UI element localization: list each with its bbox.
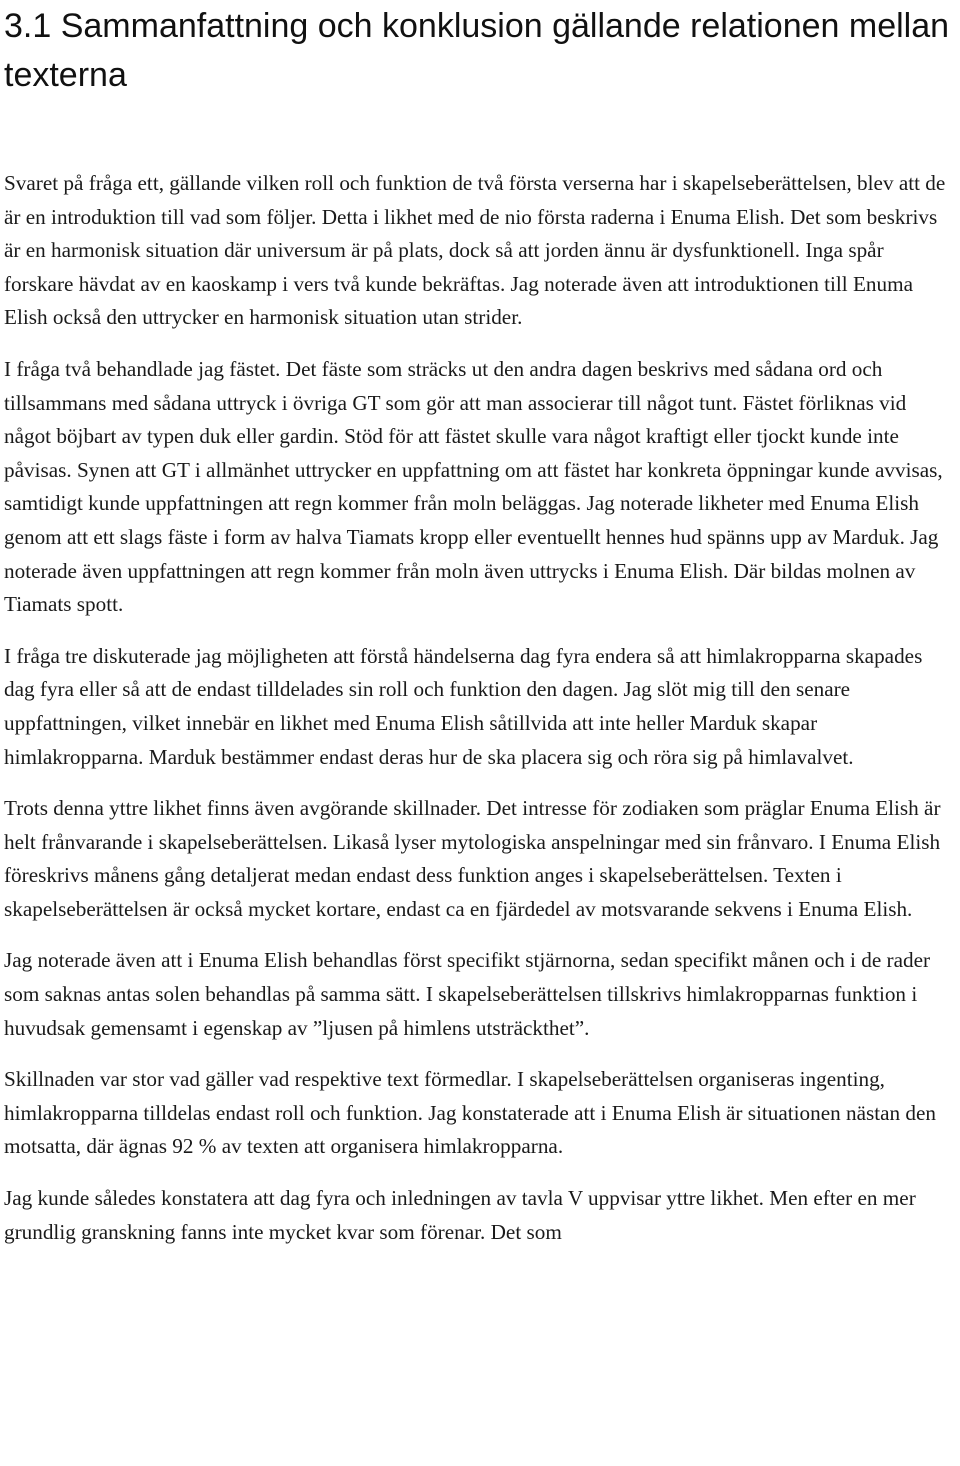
paragraph-conclusion: Jag kunde således konstatera att dag fyra och inledningen av tavla V uppvisar yttre likhet. Men efter en mer grundlig granskning fanns inte mycket kvar som förenar. Det som [4, 1186, 916, 1244]
paragraph-intro-summary: Svaret på fråga ett, gällande vilken roll och funktion de två första verserna har i skapelseberättelsen, blev att de är en introduktion till vad som följer. Detta i likhet med de nio första raderna i Enuma Elish. Det som beskrivs är en harmonisk situation där universum är på plats, dock så att jorden ännu är dysfunktionell. Inga spår forskare hävdat av en kaoskamp i vers två kunde bekräftas. Jag noterade även att introduktionen till Enuma Elish också den uttrycker en harmonisk situation utan strider. [4, 171, 946, 330]
paragraph-day-four: I fråga tre diskuterade jag möjligheten att förstå händelserna dag fyra endera så att himlakropparna skapades dag fyra eller så att de endast tilldelades sin roll och funktion den dagen. Jag slöt mig till den senare uppfattningen, vilket innebär en likhet med Enuma Elish såtillvida att inte heller Marduk skapar himlakropparna. Marduk bestämmer endast deras hur de ska placera sig och röra sig på himlavalvet. [4, 643, 923, 769]
paragraph-celestial-bodies: Jag noterade även att i Enuma Elish behandlas först specifikt stjärnorna, sedan specifikt månen och i de rader som saknas antas solen behandlas på samma sätt. I skapelseberättelsen tillskrivs himlakropparnas funktion i huvudsak gemensamt i egenskap av ”ljusen på himlens utsträckthet”. [4, 948, 931, 1040]
section-heading: 3.1 Sammanfattning och konklusion gällande relationen mellan texterna [4, 7, 950, 94]
paragraph-firmament: I fråga två behandlade jag fästet. Det fäste som sträcks ut den andra dagen beskrivs med sådana ord och tillsammans med sådana uttryck i övriga GT som gör att man associerar till något tunt. Fästet förliknas vid något böjbart av typen duk eller gardin. Stöd för att fästet skulle vara något kraftigt eller tjockt kunde inte påvisas. Synen att GT i allmänhet uttrycker en uppfattning om att fästet har konkreta öppningar kunde avvisas, samtidigt kunde uppfattningen att regn kommer från moln beläggas. Jag noterade likheter med Enuma Elish genom att ett slags fäste i form av halva Tiamats kropp eller eventuellt hennes hud spänns upp av Marduk. Jag noterade även uppfattningen att regn kommer från moln även uttrycks i Enuma Elish. Där bildas molnen av Tiamats spott. [4, 356, 943, 617]
document-page [4, 0, 954, 1249]
document-body [4, 167, 954, 1249]
paragraph-contrast: Skillnaden var stor vad gäller vad respektive text förmedlar. I skapelseberättelsen organiseras ingenting, himlakropparna tilldelas endast roll och funktion. Jag konstaterade att i Enuma Elish är situationen nästan den motsatta, där ägnas 92 % av texten att organisera himlakropparna. [4, 1067, 937, 1159]
paragraph-differences: Trots denna yttre likhet finns även avgörande skillnader. Det intresse för zodiaken som präglar Enuma Elish är helt frånvarande i skapelseberättelsen. Likaså lyser mytologiska anspelningar med sin frånvaro. I Enuma Elish föreskrivs månens gång detaljerat medan endast dess funktion anges i skapelseberättelsen. Texten i skapelseberättelsen är också mycket kortare, endast ca en fjärdedel av motsvarande sekvens i Enuma Elish. [4, 796, 941, 921]
